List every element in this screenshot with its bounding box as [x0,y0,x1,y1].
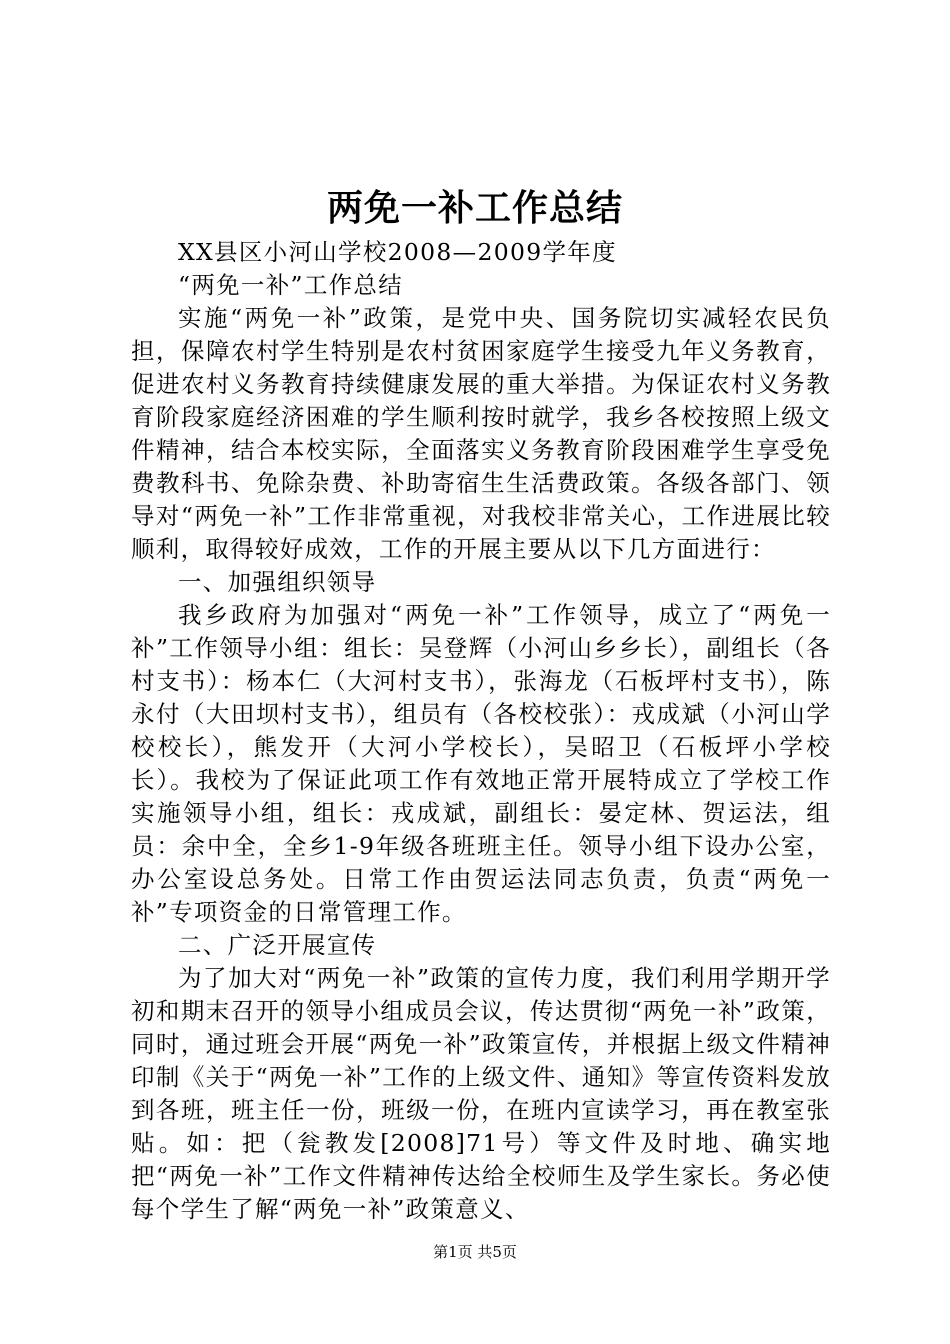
page-footer: 第1页 共5页 [433,1243,517,1261]
document-title: 两免一补工作总结 [326,187,623,229]
section-2-paragraph: 为了加大对“两免一补”政策的宣传力度，我们利用学期开学初和期末召开的领导小组成员会议，传达贯彻“两免一补”政策，同时，通过班会开展“两免一补”政策宣传，并根据上级文件精神印制《关于“两免一补”工作的上级文件、通知》等宣传资料发放到各班，班主任一份，班级一份，在班内宣读学习，再在教室张贴。如：把（瓮教发[2008]71号）等文件及时地、确实地把“两免一补”工作文件精神传达给全校师生及学生家长。务必使每个学生了解“两免一补”政策意义、 [131,964,831,1223]
section-1-paragraph: 我乡政府为加强对“两免一补”工作领导，成立了“两免一补”工作领导小组：组长：吴登辉（小河山乡乡长），副组长（各村支书）：杨本仁（大河村支书），张海龙（石板坪村支书），陈永付（大田坝村支书），组员有（各校校张）：戎成斌（小河山学校校长），熊发开（大河小学校长），吴昭卫（石板坪小学校长）。我校为了保证此项工作有效地正常开展特成立了学校工作实施领导小组，组长：戎成斌，副组长：晏定林、贺运法，组员：余中全，全乡1-9年级各班班主任。领导小组下设办公室，办公室设总务处。日常工作由贺运法同志负责，负责“两免一补”专项资金的日常管理工作。 [131,601,831,926]
document-body [131,236,831,1226]
section-heading-2: 二、广泛开展宣传 [178,931,377,959]
section-heading-1: 一、加强组织领导 [178,568,377,596]
subtitle-line-1: XX县区小河山学校2008—2009学年度 [178,238,617,266]
intro-paragraph: 实施“两免一补”政策，是党中央、国务院切实减轻农民负担，保障农村学生特别是农村贫困家庭学生接受九年义务教育，促进农村义务教育持续健康发展的重大举措。为保证农村义务教育阶段家庭经济困难的学生顺利按时就学，我乡各校按照上级文件精神，结合本校实际，全面落实义务教育阶段困难学生享受免费教科书、免除杂费、补助寄宿生生活费政策。各级各部门、领导对“两免一补”工作非常重视，对我校非常关心，工作进展比较顺利，取得较好成效，工作的开展主要从以下几方面进行： [131,304,831,563]
subtitle-line-2: “两免一补”工作总结 [178,271,404,299]
